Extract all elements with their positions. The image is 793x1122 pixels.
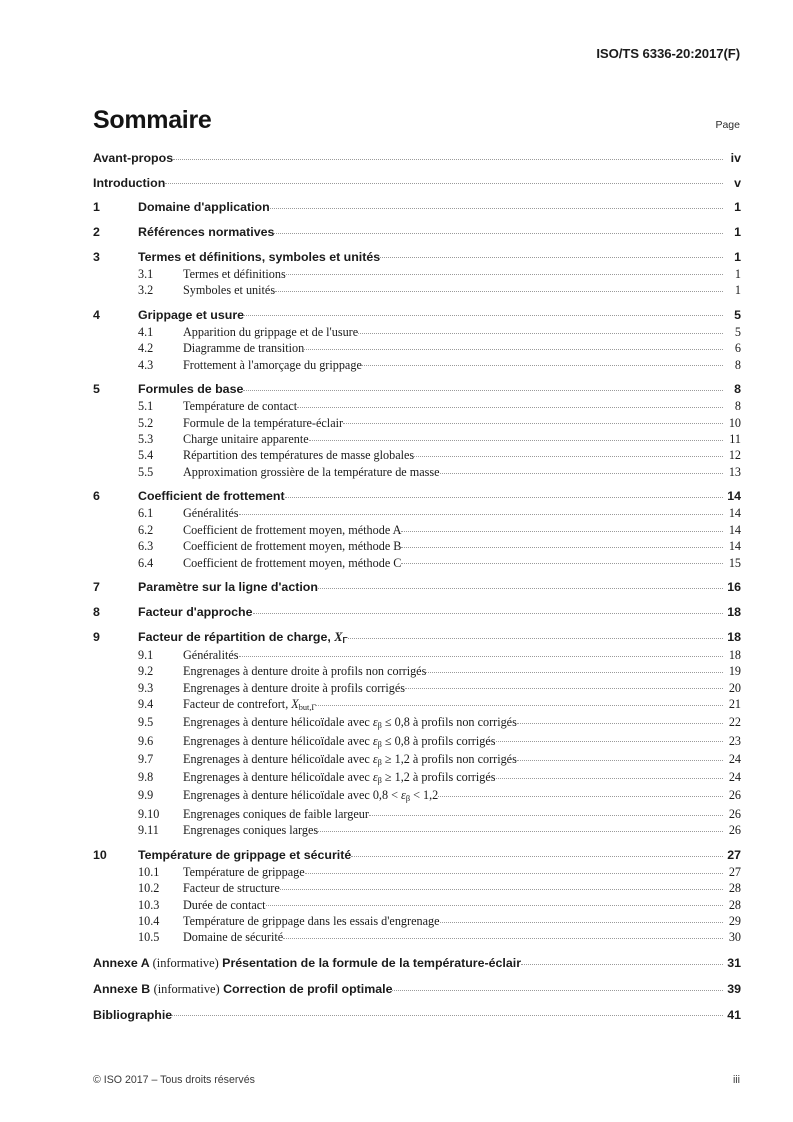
dot-leader: [318, 822, 723, 834]
toc-entry-label: Formule de la température-éclair: [183, 415, 344, 430]
dot-leader: [283, 929, 723, 941]
toc-entry-number: 9.8: [138, 770, 154, 785]
toc-entry-label: Symboles et unités: [183, 283, 276, 298]
dot-leader: [316, 696, 723, 708]
toc-entry-front-matter[interactable]: [93, 174, 741, 189]
toc-entry-page: 14: [728, 539, 741, 554]
toc-entry-page: 8: [734, 382, 741, 397]
copyright-notice: © ISO 2017 – Tous droits réservés: [93, 1074, 255, 1086]
toc-entry-clause-5[interactable]: [93, 381, 741, 396]
toc-entry-page: 8: [734, 399, 741, 414]
toc-entry-subclause-4.1[interactable]: [93, 324, 741, 338]
dot-leader: [253, 604, 724, 616]
dot-leader: [517, 751, 723, 763]
toc-entry-number: 4.2: [138, 341, 154, 356]
toc-entry-label: Engrenages à denture hélicoïdale avec $\varepsilon_\beta \ge 1,2$ à profils non corrigés: [183, 751, 517, 767]
toc-entry-subclause-6.1[interactable]: [93, 505, 741, 519]
toc-entry-label: Termes et définitions, symboles et unités: [138, 249, 381, 264]
toc-entry-clause-10[interactable]: [93, 846, 741, 861]
toc-entry-page: 24: [728, 770, 741, 785]
toc-entry-label: Apparition du grippage et de l'usure: [183, 324, 359, 339]
toc-entry-page: 14: [728, 522, 741, 537]
dot-leader: [401, 554, 723, 566]
dot-leader: [172, 1006, 723, 1018]
toc-entry-page: 30: [728, 930, 741, 945]
toc-entry-subclause-9.3[interactable]: [93, 679, 741, 693]
dot-leader: [239, 647, 724, 659]
toc-entry-clause-6[interactable]: [93, 488, 741, 503]
dot-leader: [517, 714, 723, 726]
toc-entry-page: 26: [728, 823, 741, 838]
toc-entry-page: 27: [728, 864, 741, 879]
dot-leader: [405, 679, 723, 691]
toc-entry-subclause-5.3[interactable]: [93, 431, 741, 445]
toc-entry-page: 28: [728, 897, 741, 912]
toc-entry-page: 27: [727, 847, 741, 862]
toc-entry-page: 18: [727, 605, 741, 620]
table-of-contents: [93, 150, 741, 1023]
toc-entry-subclause-9.10[interactable]: [93, 806, 741, 820]
dot-leader: [285, 488, 723, 500]
toc-entry-subclause-10.1[interactable]: [93, 864, 741, 878]
toc-entry-number: 9.2: [138, 664, 154, 679]
toc-entry-front-matter[interactable]: [93, 150, 741, 165]
toc-entry-label: Engrenages coniques de faible largeur: [183, 806, 369, 821]
toc-entry-subclause-9.7[interactable]: [93, 751, 741, 767]
page-title: Sommaire: [93, 106, 212, 134]
toc-entry-label: Engrenages à denture hélicoïdale avec $0,8 < \varepsilon_\beta < 1,2$: [183, 788, 439, 804]
toc-entry-label: Engrenages à denture hélicoïdale avec $\varepsilon_\beta \le 0,8$ à profils non corrigés: [183, 715, 517, 731]
toc-entry-page: 11: [729, 432, 741, 446]
toc-entry-label: Paramètre sur la ligne d'action: [138, 580, 318, 595]
dot-leader: [165, 174, 723, 186]
toc-entry-page: 18: [728, 647, 741, 662]
document-header: [88, 46, 740, 61]
dot-leader: [348, 628, 723, 640]
toc-entry-number: 9.4: [138, 696, 154, 711]
dot-leader: [274, 223, 723, 235]
page-folio: iii: [732, 1074, 740, 1086]
toc-entry-page: 19: [728, 664, 741, 679]
dot-leader: [305, 864, 723, 876]
toc-entry-label: Annexe B (informative) Correction de profil optimale: [93, 981, 393, 996]
toc-entry-page: 13: [728, 464, 741, 479]
toc-entry-page: 26: [728, 806, 741, 821]
toc-entry-subclause-9.11[interactable]: [93, 822, 741, 836]
toc-entry-page: 20: [728, 680, 741, 695]
toc-entry-number: 1: [93, 199, 100, 214]
toc-entry-label: Engrenages à denture droite à profils non corrigés: [183, 664, 427, 679]
toc-entry-label: Coefficient de frottement: [138, 489, 285, 504]
toc-entry-label: Approximation grossière de la température de masse: [183, 464, 440, 479]
toc-entry-page: 1: [734, 283, 741, 298]
toc-entry-page: 1: [734, 224, 741, 239]
toc-entry-label: Engrenages à denture hélicoïdale avec $\varepsilon_\beta \ge 1,2$ à profils corrigés: [183, 770, 496, 785]
toc-entry-number: 6: [93, 489, 100, 504]
dot-leader: [239, 505, 724, 517]
dot-leader: [438, 787, 723, 799]
toc-entry-number: 7: [93, 580, 100, 595]
document-footer: [93, 1074, 740, 1086]
toc-entry-page: v: [734, 175, 741, 190]
dot-leader: [496, 769, 724, 781]
toc-entry-number: 2: [93, 224, 100, 239]
dot-leader: [266, 896, 723, 908]
toc-entry-page: 1: [734, 266, 741, 281]
toc-entry-subclause-5.2[interactable]: [93, 414, 741, 428]
toc-entry-subclause-9.4[interactable]: [93, 696, 741, 712]
toc-entry-page: 39: [727, 981, 741, 996]
toc-entry-number: 8: [93, 605, 100, 620]
toc-entry-number: 5.3: [138, 432, 154, 446]
toc-entry-subclause-10.2[interactable]: [93, 880, 741, 894]
toc-entry-page: iv: [730, 151, 741, 166]
toc-entry-number: 10.3: [138, 897, 160, 912]
toc-entry-subclause-3.2[interactable]: [93, 282, 741, 296]
toc-entry-subclause-9.8[interactable]: [93, 769, 741, 785]
toc-entry-label: Facteur d'approche: [138, 605, 253, 620]
toc-entry-number: 9.9: [138, 788, 154, 803]
toc-entry-subclause-10.4[interactable]: [93, 913, 741, 927]
toc-entry-page: 26: [728, 788, 741, 803]
toc-entry-page: 24: [728, 751, 741, 766]
dot-leader: [280, 880, 723, 892]
toc-entry-number: 10.4: [138, 914, 160, 928]
toc-entry-label: Introduction: [93, 175, 166, 190]
toc-entry-page: 28: [728, 881, 741, 896]
page-column-header: Page: [715, 119, 740, 131]
toc-entry-subclause-9.5[interactable]: [93, 714, 741, 730]
toc-entry-number: 9.11: [138, 823, 159, 838]
toc-entry-page: 8: [734, 357, 741, 372]
toc-entry-label: Engrenages à denture droite à profils corrigés: [183, 680, 405, 695]
toc-entry-number: 5.1: [138, 399, 154, 414]
toc-entry-page: 31: [727, 955, 741, 970]
toc-entry-number: 9.6: [138, 733, 154, 748]
toc-entry-subclause-9.9[interactable]: [93, 787, 741, 803]
dot-leader: [362, 356, 723, 368]
dot-leader: [414, 447, 723, 459]
toc-entry-clause-2[interactable]: [93, 223, 741, 238]
toc-entry-page: 14: [727, 489, 741, 504]
document-number: ISO/TS 6336-20:2017(F): [596, 46, 740, 61]
toc-entry-page: 10: [728, 415, 741, 430]
toc-entry-subclause-10.3[interactable]: [93, 896, 741, 910]
dot-leader: [270, 199, 723, 211]
toc-entry-label: Facteur de contrefort, $X_{but,\Gamma}$: [183, 696, 317, 712]
toc-entry-clause-7[interactable]: [93, 579, 741, 594]
toc-entry-clause-4[interactable]: [93, 306, 741, 321]
toc-entry-page: 5: [734, 324, 741, 339]
toc-entry-number: 5.2: [138, 415, 154, 430]
toc-entry-label: Coefficient de frottement moyen, méthode B: [183, 539, 402, 554]
toc-entry-annex-1[interactable]: [93, 980, 741, 995]
toc-entry-label: Références normatives: [138, 224, 275, 239]
toc-entry-page: 23: [728, 733, 741, 748]
toc-entry-number: 10: [93, 847, 107, 862]
dot-leader: [440, 913, 724, 925]
toc-entry-label: Avant-propos: [93, 151, 174, 166]
toc-entry-subclause-6.2[interactable]: [93, 522, 741, 536]
dot-leader: [401, 522, 723, 534]
dot-leader: [496, 732, 724, 744]
toc-entry-number: 6.4: [138, 555, 154, 570]
toc-entry-label: Bibliographie: [93, 1007, 173, 1022]
toc-entry-number: 5.5: [138, 464, 154, 479]
toc-entry-subclause-5.1[interactable]: [93, 398, 741, 412]
dot-leader: [351, 846, 723, 858]
toc-entry-page: 14: [728, 506, 741, 521]
toc-entry-label: Répartition des températures de masse globales: [183, 448, 415, 463]
toc-entry-label: Durée de contact: [183, 897, 266, 912]
dot-leader: [297, 398, 723, 410]
toc-entry-clause-8[interactable]: [93, 604, 741, 619]
toc-entry-label: Annexe A (informative) Présentation de la formule de la température-éclair: [93, 955, 522, 970]
toc-entry-number: 9: [93, 629, 100, 644]
toc-entry-number: 4.3: [138, 357, 154, 372]
dot-leader: [401, 538, 723, 550]
dot-leader: [304, 340, 723, 352]
toc-entry-number: 6.1: [138, 506, 154, 521]
toc-entry-label: Engrenages à denture hélicoïdale avec $\varepsilon_\beta \le 0,8$ à profils corrigés: [183, 733, 496, 749]
toc-entry-clause-9[interactable]: [93, 628, 741, 644]
dot-leader: [275, 282, 723, 294]
toc-entry-number: 3.1: [138, 266, 154, 281]
toc-entry-number: 6.2: [138, 522, 154, 537]
toc-entry-label: Facteur de répartition de charge, $X_\Gamma$: [138, 629, 348, 645]
toc-entry-label: Température de grippage et sécurité: [138, 847, 352, 862]
toc-entry-number: 4: [93, 307, 100, 322]
toc-entry-subclause-6.4[interactable]: [93, 554, 741, 568]
dot-leader: [309, 431, 723, 443]
title-row: [93, 106, 740, 135]
toc-entry-label: Charge unitaire apparente: [183, 432, 309, 446]
toc-entry-subclause-5.5[interactable]: [93, 464, 741, 478]
toc-entry-page: 6: [734, 341, 741, 356]
toc-entry-number: 10.5: [138, 930, 160, 945]
toc-entry-label: Domaine d'application: [138, 199, 270, 214]
toc-entry-page: 15: [728, 555, 741, 570]
toc-entry-page: 5: [734, 307, 741, 322]
toc-entry-label: Diagramme de transition: [183, 341, 305, 356]
toc-entry-page: 29: [728, 914, 741, 928]
dot-leader: [173, 150, 723, 162]
toc-entry-number: 5: [93, 382, 100, 397]
toc-entry-label: Généralités: [183, 647, 239, 662]
toc-entry-number: 5.4: [138, 448, 154, 463]
toc-entry-page: 21: [728, 696, 741, 711]
dot-leader: [426, 663, 723, 675]
toc-entry-subclause-9.1[interactable]: [93, 647, 741, 661]
toc-entry-label: Frottement à l'amorçage du grippage: [183, 357, 362, 372]
toc-entry-number: 9.1: [138, 647, 154, 662]
dot-leader: [440, 464, 723, 476]
toc-entry-subclause-4.3[interactable]: [93, 356, 741, 370]
toc-entry-label: Température de grippage: [183, 864, 305, 879]
toc-entry-label: Température de contact: [183, 399, 298, 414]
toc-entry-subclause-9.2[interactable]: [93, 663, 741, 677]
toc-entry-number: 3.2: [138, 283, 154, 298]
toc-entry-subclause-6.3[interactable]: [93, 538, 741, 552]
toc-entry-number: 10.1: [138, 864, 160, 879]
toc-entry-number: 9.5: [138, 715, 154, 730]
toc-entry-page: 41: [727, 1007, 741, 1022]
toc-entry-label: Domaine de sécurité: [183, 930, 284, 945]
toc-entry-page: 18: [727, 629, 741, 644]
toc-entry-subclause-3.1[interactable]: [93, 265, 741, 279]
dot-leader: [343, 414, 723, 426]
dot-leader: [358, 324, 723, 336]
toc-entry-number: 9.3: [138, 680, 154, 695]
toc-entry-number: 3: [93, 249, 100, 264]
dot-leader: [392, 980, 723, 992]
toc-entry-label: Coefficient de frottement moyen, méthode A: [183, 522, 402, 537]
toc-entry-label: Grippage et usure: [138, 307, 245, 322]
dot-leader: [369, 806, 723, 818]
dot-leader: [521, 955, 723, 967]
toc-entry-page: 1: [734, 249, 741, 264]
toc-entry-label: Engrenages coniques larges: [183, 823, 319, 838]
toc-entry-label: Termes et définitions: [183, 266, 286, 281]
toc-entry-label: Coefficient de frottement moyen, méthode C: [183, 555, 402, 570]
toc-entry-subclause-5.4[interactable]: [93, 447, 741, 461]
toc-entry-label: Température de grippage dans les essais d'engrenage: [183, 914, 440, 928]
toc-entry-label: Facteur de structure: [183, 881, 280, 896]
dot-leader: [243, 381, 723, 393]
toc-entry-annex-0[interactable]: [93, 955, 741, 970]
toc-entry-number: 9.7: [138, 751, 154, 766]
dot-leader: [244, 306, 723, 318]
toc-entry-number: 4.1: [138, 324, 154, 339]
dot-leader: [380, 248, 723, 260]
toc-entry-page: 1: [734, 199, 741, 214]
toc-entry-label: Formules de base: [138, 382, 244, 397]
toc-entry-page: 22: [728, 715, 741, 730]
toc-entry-number: 9.10: [138, 806, 160, 821]
toc-entry-subclause-9.6[interactable]: [93, 732, 741, 748]
toc-entry-number: 10.2: [138, 881, 160, 896]
toc-entry-page: 16: [727, 580, 741, 595]
toc-entry-clause-3[interactable]: [93, 248, 741, 263]
toc-entry-subclause-4.2[interactable]: [93, 340, 741, 354]
toc-entry-annex-2[interactable]: [93, 1006, 741, 1021]
toc-entry-clause-1[interactable]: [93, 199, 741, 214]
dot-leader: [286, 265, 723, 277]
toc-entry-label: Généralités: [183, 506, 239, 521]
toc-entry-page: 12: [728, 448, 741, 463]
toc-entry-number: 6.3: [138, 539, 154, 554]
toc-entry-subclause-10.5[interactable]: [93, 929, 741, 943]
dot-leader: [318, 579, 723, 591]
